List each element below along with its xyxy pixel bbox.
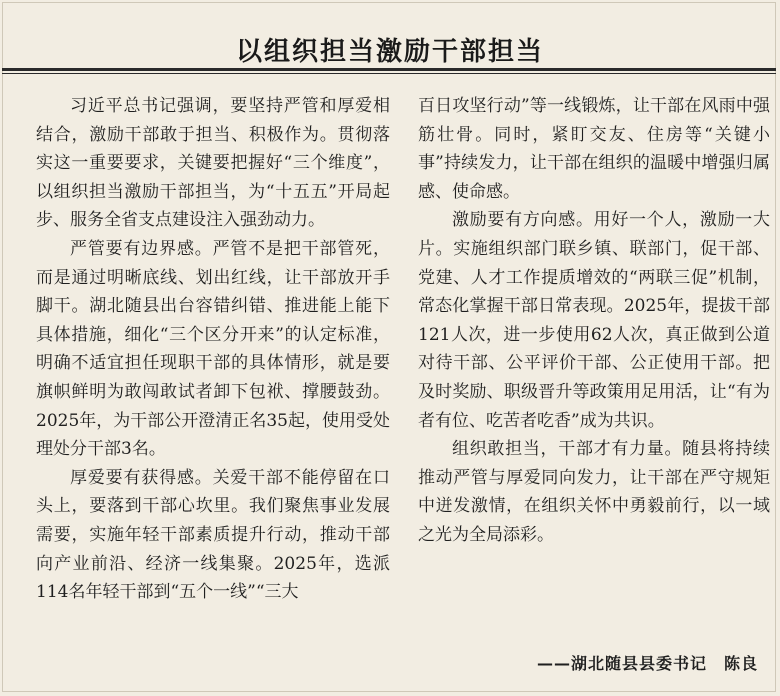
paragraph-care-continued: 百日攻坚行动”等一线锻炼，让干部在风雨中强筋壮骨。同时，紧盯交友、住房等“关键小事”持续发力，让干部在组织的温暖中增强归属感、使命感。 xyxy=(418,96,770,202)
paragraph-motivation: 激励要有方向感。用好一个人，激励一大片。实施组织部门联乡镇、联部门，促干部、党建、人才工作提质增效的“两联三促”机制，常态化掌握干部日常表现。2025年，提拔干部121人次，进一步使用62人次，真正做到公道对待干部、公平评价干部、公正使用干部。把及时奖励、职级晋升等政策用足用活，让“有为者有位、吃苦者吃香”成为共识。 xyxy=(418,210,770,431)
author-signature: ——湖北随县县委书记 陈良 xyxy=(536,654,758,673)
paragraph-intro: 习近平总书记强调，要坚持严管和厚爱相结合，激励干部敢于担当、积极作为。贯彻落实这一重要要求，关键要把握好“三个维度”，以组织担当激励干部担当，为“十五五”开局起步、服务全省支点建设注入强劲动力。 xyxy=(36,96,390,231)
title-rule-thin xyxy=(2,73,776,74)
title-rule-thick xyxy=(2,68,776,71)
article-title: 以组织担当激励干部担当 xyxy=(235,37,544,68)
paragraph-strict-management: 严管要有边界感。严管不是把干部管死，而是通过明晰底线、划出红线，让干部放开手脚干。湖北随县出台容错纠错、推进能上能下具体措施，细化“三个区分开来”的认定标准，明确不适宜担任现职干部的具体情形，就是要旗帜鲜明为敢闯敢试者卸下包袱、撑腰鼓劲。2025年，为干部公开澄清正名35起，使用受处理处分干部3名。 xyxy=(36,238,390,460)
paragraph-care: 厚爱要有获得感。关爱干部不能停留在口头上，要落到干部心坎里。我们聚焦事业发展需要，实施年轻干部素质提升行动，推动干部向产业前沿、经济一线集聚。2025年，选派114名年轻干部到“五个一线”“三大 xyxy=(36,467,390,603)
paragraph-conclusion: 组织敢担当，干部才有力量。随县将持续推动严管与厚爱同向发力，让干部在严守规矩中迸发激情，在组织关怀中勇毅前行，以一域之光为全局添彩。 xyxy=(418,439,770,545)
article-column-left xyxy=(36,92,390,607)
article-column-right xyxy=(418,92,770,550)
